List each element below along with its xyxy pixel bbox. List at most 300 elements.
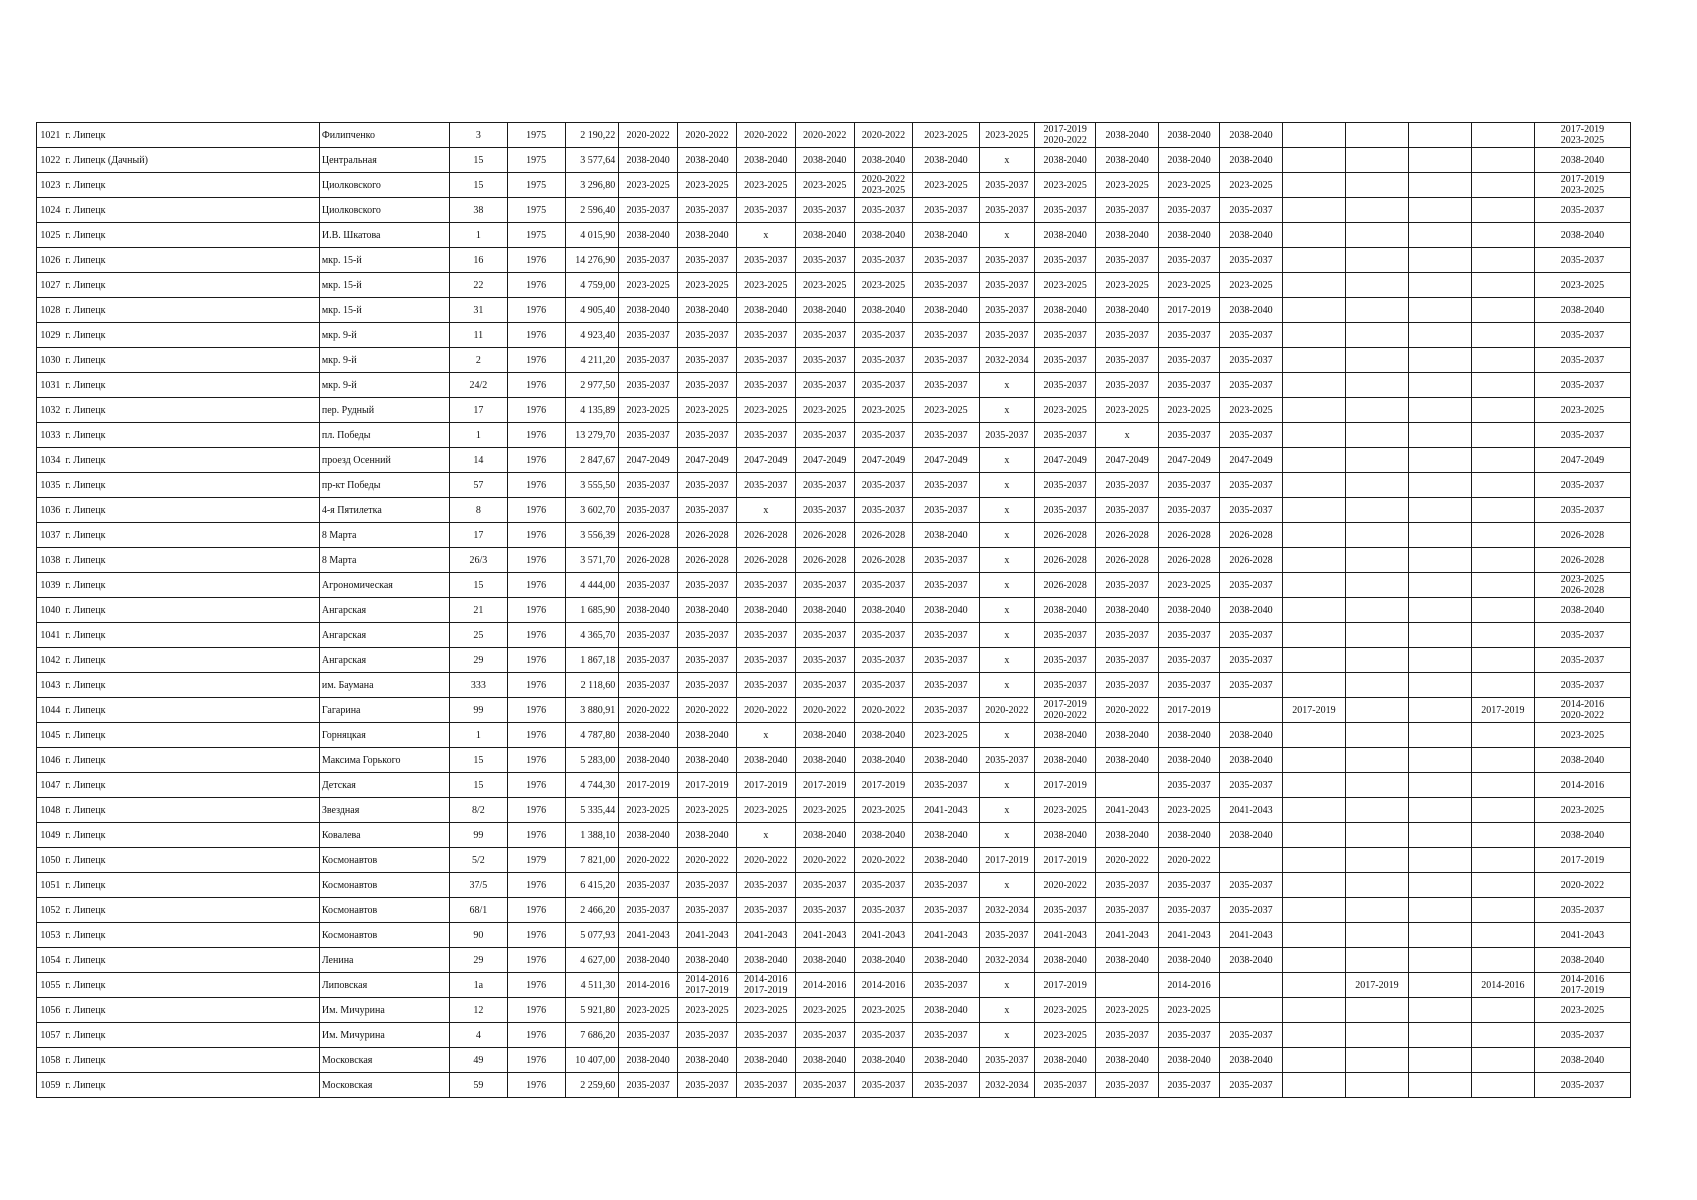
year-cell: 1976 <box>507 573 565 598</box>
period-cell <box>1345 473 1408 498</box>
table-row <box>37 473 1631 498</box>
street-cell: Звездная <box>319 798 449 823</box>
row-number-cell: 1045 <box>37 723 64 748</box>
period-cell: x <box>979 823 1035 848</box>
period-cell <box>1282 723 1345 748</box>
period-cell: 2035-2037 <box>979 1048 1035 1073</box>
period-cell: 2014-2016 <box>854 973 913 998</box>
period-cell: 2035-2037 <box>678 623 737 648</box>
year-cell: 1976 <box>507 598 565 623</box>
period-cell: 2035-2037 <box>1534 423 1630 448</box>
period-cell: 2038-2040 <box>1035 823 1096 848</box>
period-cell <box>1408 748 1471 773</box>
period-cell: 2035-2037 <box>913 198 979 223</box>
table-row <box>37 998 1631 1023</box>
period-cell: 2035-2037 <box>795 323 854 348</box>
period-cell: 2035-2037 <box>619 648 678 673</box>
period-cell: 2035-2037 <box>1534 373 1630 398</box>
period-cell: 2035-2037 <box>678 373 737 398</box>
table-row <box>37 323 1631 348</box>
period-cell: 2035-2037 <box>1220 648 1283 673</box>
street-cell: проезд Осенний <box>319 448 449 473</box>
period-cell: x <box>979 398 1035 423</box>
period-cell <box>1471 248 1534 273</box>
period-cell: 2038-2040 <box>795 748 854 773</box>
table-row <box>37 548 1631 573</box>
period-cell: 2038-2040 <box>1096 723 1159 748</box>
period-cell: 2035-2037 <box>913 1073 979 1098</box>
area-cell: 2 259,60 <box>565 1073 619 1098</box>
house-number-cell: 25 <box>449 623 507 648</box>
period-cell <box>1408 248 1471 273</box>
period-cell: 2035-2037 <box>619 898 678 923</box>
period-cell: 2038-2040 <box>1534 148 1630 173</box>
period-cell: 2038-2040 <box>736 598 795 623</box>
period-cell: 2035-2037 <box>1220 898 1283 923</box>
period-cell: 2038-2040 <box>1035 723 1096 748</box>
period-cell: 2020-2022 <box>619 123 678 148</box>
period-cell: 2023-2025 <box>913 398 979 423</box>
period-cell: 2026-2028 <box>678 523 737 548</box>
table-row <box>37 173 1631 198</box>
year-cell: 1976 <box>507 373 565 398</box>
period-cell: 2020-2022 <box>1035 873 1096 898</box>
period-cell: 2035-2037 <box>1220 573 1283 598</box>
table-row <box>37 973 1631 998</box>
period-cell: 2035-2037 <box>678 323 737 348</box>
period-cell <box>1471 148 1534 173</box>
table-row <box>37 573 1631 598</box>
area-cell: 5 283,00 <box>565 748 619 773</box>
year-cell: 1975 <box>507 173 565 198</box>
year-cell: 1976 <box>507 323 565 348</box>
city-cell: г. Липецк <box>63 648 319 673</box>
period-cell: 2017-2019 <box>979 848 1035 873</box>
city-cell: г. Липецк <box>63 448 319 473</box>
period-cell: 2038-2040 <box>1159 598 1220 623</box>
area-cell: 2 847,67 <box>565 448 619 473</box>
period-cell <box>1408 898 1471 923</box>
period-cell <box>1408 273 1471 298</box>
period-cell: 2038-2040 <box>1159 823 1220 848</box>
street-cell: Космонавтов <box>319 923 449 948</box>
row-number-cell: 1036 <box>37 498 64 523</box>
period-cell: x <box>979 1023 1035 1048</box>
period-cell: 2020-2022 <box>795 123 854 148</box>
period-cell: 2035-2037 <box>736 198 795 223</box>
period-cell <box>1408 548 1471 573</box>
area-cell: 2 118,60 <box>565 673 619 698</box>
period-cell: 2041-2043 <box>1035 923 1096 948</box>
period-cell: 2038-2040 <box>619 148 678 173</box>
period-cell: 2035-2037 <box>1096 1023 1159 1048</box>
period-cell <box>1220 698 1283 723</box>
area-cell: 2 596,40 <box>565 198 619 223</box>
period-cell: 2038-2040 <box>1220 223 1283 248</box>
period-cell: x <box>979 548 1035 573</box>
period-cell <box>1408 948 1471 973</box>
period-cell: 2038-2040 <box>1159 148 1220 173</box>
period-cell <box>1282 623 1345 648</box>
period-cell: 2038-2040 <box>854 823 913 848</box>
row-number-cell: 1054 <box>37 948 64 973</box>
period-cell: 2038-2040 <box>1534 1048 1630 1073</box>
period-cell: 2035-2037 <box>1220 773 1283 798</box>
street-cell: Ковалева <box>319 823 449 848</box>
period-cell: 2035-2037 <box>913 873 979 898</box>
period-cell: x <box>979 773 1035 798</box>
period-cell <box>1345 223 1408 248</box>
table-row <box>37 148 1631 173</box>
period-cell: 2017-2019 <box>1159 298 1220 323</box>
table-row <box>37 598 1631 623</box>
period-cell <box>1345 298 1408 323</box>
period-cell: 2023-2025 <box>678 398 737 423</box>
period-cell: 2035-2037 <box>979 273 1035 298</box>
period-cell: 2041-2043 <box>913 798 979 823</box>
period-cell <box>1471 848 1534 873</box>
period-cell <box>1345 1023 1408 1048</box>
city-cell: г. Липецк <box>63 298 319 323</box>
period-cell <box>1282 673 1345 698</box>
period-cell <box>1471 1048 1534 1073</box>
table-row <box>37 798 1631 823</box>
period-cell <box>1408 448 1471 473</box>
house-number-cell: 1 <box>449 423 507 448</box>
city-cell: г. Липецк <box>63 773 319 798</box>
period-cell: 2035-2037 <box>619 348 678 373</box>
period-cell: x <box>979 573 1035 598</box>
period-cell: 2038-2040 <box>736 148 795 173</box>
period-cell: 2023-2025 <box>1159 998 1220 1023</box>
period-cell: 2038-2040 <box>854 748 913 773</box>
row-number-cell: 1026 <box>37 248 64 273</box>
table-row <box>37 298 1631 323</box>
period-cell <box>1282 973 1345 998</box>
period-cell: 2035-2037 <box>678 248 737 273</box>
period-cell <box>1345 423 1408 448</box>
period-cell: 2038-2040 <box>1220 123 1283 148</box>
period-cell: 2035-2037 <box>1220 473 1283 498</box>
period-cell: 2035-2037 <box>1035 323 1096 348</box>
period-cell <box>1471 173 1534 198</box>
period-cell: 2023-2025 <box>736 173 795 198</box>
period-cell: x <box>979 148 1035 173</box>
area-cell: 4 444,00 <box>565 573 619 598</box>
period-cell: 2035-2037 <box>619 673 678 698</box>
period-cell <box>1471 423 1534 448</box>
period-cell: 2017-2019 2020-2022 <box>1035 123 1096 148</box>
period-cell: 2020-2022 <box>678 123 737 148</box>
row-number-cell: 1047 <box>37 773 64 798</box>
area-cell: 2 466,20 <box>565 898 619 923</box>
period-cell: 2035-2037 <box>979 748 1035 773</box>
row-number-cell: 1051 <box>37 873 64 898</box>
area-cell: 3 555,50 <box>565 473 619 498</box>
period-cell <box>1282 323 1345 348</box>
period-cell: 2035-2037 <box>1534 498 1630 523</box>
street-cell: мкр. 15-й <box>319 248 449 273</box>
table-row <box>37 848 1631 873</box>
table-row <box>37 223 1631 248</box>
period-cell <box>1282 823 1345 848</box>
period-cell: 2035-2037 <box>1159 873 1220 898</box>
period-cell: 2038-2040 <box>1159 723 1220 748</box>
period-cell <box>1282 498 1345 523</box>
period-cell <box>1345 723 1408 748</box>
period-cell: 2038-2040 <box>1096 948 1159 973</box>
period-cell: 2023-2025 <box>736 798 795 823</box>
period-cell: 2014-2016 <box>795 973 854 998</box>
period-cell <box>1408 973 1471 998</box>
period-cell: 2035-2037 <box>1159 248 1220 273</box>
street-cell: Горняцкая <box>319 723 449 748</box>
period-cell: 2026-2028 <box>1159 548 1220 573</box>
city-cell: г. Липецк <box>63 173 319 198</box>
period-cell: 2038-2040 <box>1035 748 1096 773</box>
period-cell: 2035-2037 <box>736 673 795 698</box>
period-cell: 2038-2040 <box>619 223 678 248</box>
period-cell <box>1471 673 1534 698</box>
period-cell <box>1220 973 1283 998</box>
house-number-cell: 59 <box>449 1073 507 1098</box>
period-cell: 2017-2019 2023-2025 <box>1534 173 1630 198</box>
period-cell: 2020-2022 <box>619 698 678 723</box>
city-cell: г. Липецк <box>63 498 319 523</box>
period-cell: 2023-2025 <box>619 798 678 823</box>
period-cell: 2035-2037 <box>979 298 1035 323</box>
period-cell: 2035-2037 <box>619 498 678 523</box>
period-cell: 2017-2019 <box>1035 848 1096 873</box>
city-cell: г. Липецк <box>63 248 319 273</box>
period-cell: 2026-2028 <box>854 523 913 548</box>
period-cell <box>1408 723 1471 748</box>
city-cell: г. Липецк <box>63 673 319 698</box>
year-cell: 1976 <box>507 723 565 748</box>
period-cell: 2035-2037 <box>1035 623 1096 648</box>
street-cell: Ангарская <box>319 598 449 623</box>
period-cell <box>1471 123 1534 148</box>
year-cell: 1976 <box>507 473 565 498</box>
row-number-cell: 1050 <box>37 848 64 873</box>
house-number-cell: 57 <box>449 473 507 498</box>
period-cell: 2038-2040 <box>913 948 979 973</box>
period-cell: 2038-2040 <box>913 748 979 773</box>
period-cell: 2035-2037 <box>1159 348 1220 373</box>
period-cell: 2041-2043 <box>795 923 854 948</box>
period-cell: 2014-2016 <box>619 973 678 998</box>
city-cell: г. Липецк <box>63 398 319 423</box>
street-cell: пл. Победы <box>319 423 449 448</box>
house-number-cell: 99 <box>449 823 507 848</box>
area-cell: 7 821,00 <box>565 848 619 873</box>
period-cell <box>1471 448 1534 473</box>
period-cell: 2035-2037 <box>1220 1073 1283 1098</box>
period-cell: 2017-2019 <box>1035 973 1096 998</box>
period-cell: 2035-2037 <box>678 473 737 498</box>
period-cell: 2035-2037 <box>979 198 1035 223</box>
period-cell <box>1408 773 1471 798</box>
period-cell: x <box>979 448 1035 473</box>
period-cell: 2035-2037 <box>678 423 737 448</box>
period-cell: 2017-2019 <box>1345 973 1408 998</box>
period-cell: 2038-2040 <box>678 1048 737 1073</box>
area-cell: 5 077,93 <box>565 923 619 948</box>
city-cell: г. Липецк <box>63 698 319 723</box>
street-cell: Агрономическая <box>319 573 449 598</box>
period-cell: 2035-2037 <box>795 573 854 598</box>
period-cell: 2038-2040 <box>1534 598 1630 623</box>
period-cell: 2047-2049 <box>678 448 737 473</box>
period-cell: 2035-2037 <box>1035 248 1096 273</box>
period-cell: 2023-2025 <box>1035 1023 1096 1048</box>
street-cell: мкр. 9-й <box>319 323 449 348</box>
table-row <box>37 248 1631 273</box>
period-cell: 2038-2040 <box>913 848 979 873</box>
period-cell <box>1345 348 1408 373</box>
year-cell: 1976 <box>507 823 565 848</box>
year-cell: 1976 <box>507 548 565 573</box>
house-number-cell: 8 <box>449 498 507 523</box>
table-row <box>37 1048 1631 1073</box>
period-cell: 2038-2040 <box>1035 298 1096 323</box>
period-cell <box>1220 998 1283 1023</box>
period-cell: 2026-2028 <box>1035 548 1096 573</box>
period-cell: 2035-2037 <box>795 648 854 673</box>
city-cell: г. Липецк <box>63 823 319 848</box>
street-cell: им. Баумана <box>319 673 449 698</box>
period-cell: 2035-2037 <box>913 498 979 523</box>
period-cell <box>1345 498 1408 523</box>
area-cell: 2 190,22 <box>565 123 619 148</box>
period-cell: 2014-2016 2017-2019 <box>1534 973 1630 998</box>
period-cell: 2014-2016 <box>1159 973 1220 998</box>
period-cell: 2035-2037 <box>1096 898 1159 923</box>
period-cell: 2020-2022 <box>795 698 854 723</box>
area-cell: 5 921,80 <box>565 998 619 1023</box>
period-cell: 2017-2019 <box>854 773 913 798</box>
period-cell: 2020-2022 <box>979 698 1035 723</box>
period-cell: 2038-2040 <box>1035 948 1096 973</box>
street-cell: пр-кт Победы <box>319 473 449 498</box>
year-cell: 1976 <box>507 498 565 523</box>
period-cell: 2023-2025 <box>795 798 854 823</box>
period-cell: 2038-2040 <box>619 723 678 748</box>
period-cell <box>1345 923 1408 948</box>
table-row <box>37 523 1631 548</box>
house-number-cell: 90 <box>449 923 507 948</box>
period-cell: 2041-2043 <box>619 923 678 948</box>
period-cell: 2020-2022 2023-2025 <box>854 173 913 198</box>
period-cell: 2023-2025 <box>736 398 795 423</box>
period-cell <box>1345 173 1408 198</box>
period-cell: 2035-2037 <box>1534 898 1630 923</box>
period-cell: 2035-2037 <box>1159 648 1220 673</box>
period-cell: 2035-2037 <box>678 573 737 598</box>
year-cell: 1976 <box>507 298 565 323</box>
period-cell: 2035-2037 <box>1035 373 1096 398</box>
period-cell <box>1282 273 1345 298</box>
period-cell: 2035-2037 <box>913 573 979 598</box>
house-number-cell: 1 <box>449 723 507 748</box>
period-cell: 2035-2037 <box>619 198 678 223</box>
period-cell: 2017-2019 <box>1159 698 1220 723</box>
period-cell: 2035-2037 <box>913 698 979 723</box>
period-cell: 2035-2037 <box>678 1073 737 1098</box>
period-cell: 2047-2049 <box>736 448 795 473</box>
period-cell: 2035-2037 <box>913 348 979 373</box>
year-cell: 1976 <box>507 1048 565 1073</box>
house-number-cell: 17 <box>449 523 507 548</box>
house-number-cell: 1а <box>449 973 507 998</box>
house-number-cell: 11 <box>449 323 507 348</box>
house-number-cell: 29 <box>449 648 507 673</box>
area-cell: 4 787,80 <box>565 723 619 748</box>
period-cell <box>1408 873 1471 898</box>
house-number-cell: 21 <box>449 598 507 623</box>
period-cell: 2038-2040 <box>736 748 795 773</box>
area-cell: 4 135,89 <box>565 398 619 423</box>
street-cell: мкр. 9-й <box>319 373 449 398</box>
year-cell: 1976 <box>507 273 565 298</box>
row-number-cell: 1053 <box>37 923 64 948</box>
house-number-cell: 2 <box>449 348 507 373</box>
period-cell: 2038-2040 <box>1159 1048 1220 1073</box>
area-cell: 4 905,40 <box>565 298 619 323</box>
period-cell: 2035-2037 <box>854 498 913 523</box>
period-cell: 2035-2037 <box>913 773 979 798</box>
row-number-cell: 1028 <box>37 298 64 323</box>
area-cell: 4 511,30 <box>565 973 619 998</box>
period-cell: 2035-2037 <box>1159 473 1220 498</box>
period-cell <box>1471 648 1534 673</box>
area-cell: 7 686,20 <box>565 1023 619 1048</box>
period-cell <box>1220 848 1283 873</box>
period-cell: x <box>1096 423 1159 448</box>
period-cell: 2035-2037 <box>795 673 854 698</box>
period-cell: 2035-2037 <box>678 898 737 923</box>
period-cell: 2035-2037 <box>1096 323 1159 348</box>
table-row <box>37 398 1631 423</box>
table-row <box>37 673 1631 698</box>
period-cell <box>1471 773 1534 798</box>
street-cell: Циолковского <box>319 173 449 198</box>
street-cell: И.В. Шкатова <box>319 223 449 248</box>
period-cell: 2035-2037 <box>913 623 979 648</box>
period-cell <box>1471 473 1534 498</box>
year-cell: 1976 <box>507 1073 565 1098</box>
period-cell: 2035-2037 <box>979 248 1035 273</box>
period-cell <box>1282 848 1345 873</box>
period-cell: 2035-2037 <box>1159 498 1220 523</box>
period-cell: 2047-2049 <box>795 448 854 473</box>
period-cell: x <box>736 223 795 248</box>
area-cell: 13 279,70 <box>565 423 619 448</box>
period-cell <box>1345 948 1408 973</box>
period-cell <box>1282 448 1345 473</box>
period-cell: 2038-2040 <box>1159 123 1220 148</box>
period-cell: 2038-2040 <box>913 1048 979 1073</box>
table-row <box>37 448 1631 473</box>
period-cell: 2038-2040 <box>795 1048 854 1073</box>
period-cell: 2038-2040 <box>1096 123 1159 148</box>
period-cell: 2038-2040 <box>678 598 737 623</box>
city-cell: г. Липецк <box>63 973 319 998</box>
period-cell: 2020-2022 <box>854 123 913 148</box>
row-number-cell: 1042 <box>37 648 64 673</box>
row-number-cell: 1034 <box>37 448 64 473</box>
period-cell: 2035-2037 <box>619 1073 678 1098</box>
